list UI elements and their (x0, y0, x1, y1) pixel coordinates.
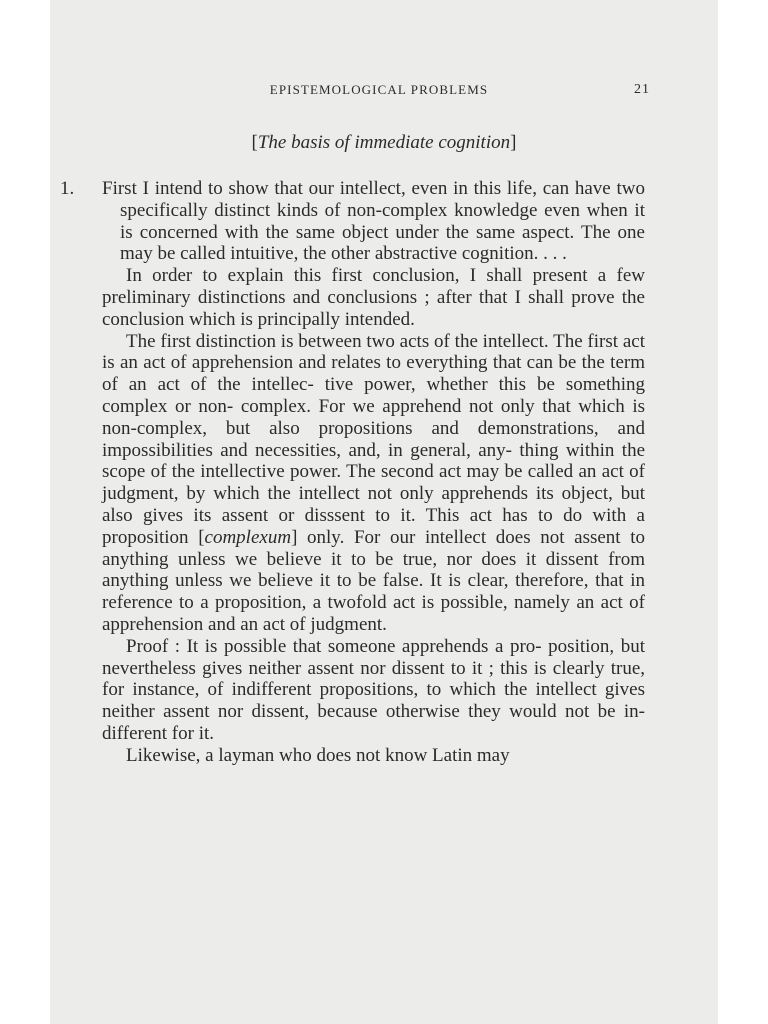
page-number: 21 (634, 82, 650, 97)
running-head-title: EPISTEMOLOGICAL PROBLEMS (269, 82, 489, 97)
section-heading-text: The basis of immediate cognition (257, 132, 511, 153)
paragraph-number: 1. (60, 178, 75, 199)
bracket-close: ] (291, 526, 298, 548)
running-head (108, 82, 650, 102)
bracket-open: [ (198, 526, 205, 548)
paragraph-1 (60, 178, 645, 265)
paragraph-text: In order to explain this first conclusion, I shall present a few preliminary distinctions and conclusions ; after that I shall prove the conclusion which is principally intended. (102, 265, 645, 330)
paragraph-text: Likewise, a layman who does not know Latin may (126, 744, 510, 766)
paragraph-text: First I intend to show that our intellect, even in this life, can have two specifically distinct kinds of non-complex knowledge even when it is concerned with the same object under the same aspect. The one may be called intuitive, the other abstractive cognition. . . . (102, 178, 645, 265)
paragraph-4 (102, 636, 645, 745)
section-heading-open-bracket: [ (251, 132, 258, 153)
paragraph-text: Proof : It is possible that someone apprehends a pro- position, but nevertheless gives neither assent nor dissent to it ; this is clearly true, for instance, of indifferent propositions, to which the intellect gives neither assent nor dissent, because otherwise they would not be in- different for it. (102, 635, 645, 744)
paragraph-3 (102, 331, 645, 636)
section-heading-close-bracket: ] (510, 132, 517, 153)
section-heading (50, 132, 718, 154)
latin-term: complexum (204, 526, 292, 548)
paragraph-text-part-1: The first distinction is between two acts of the intellect. The first act is an act of apprehension and relates to everything that can be the term of an act of the intellec- tive power, whether this be something complex or non- complex. For we apprehend not only that which is non-complex, but also propositions and demonstrations, and impossibilities and necessities, and, in general, any- thing within the scope of the intellective power. The second act may be called an act of judgment, by which the intellect not only apprehends its object, but also gives its assent or disssent to it. This act has to do with a proposition (102, 330, 645, 548)
book-page (50, 0, 718, 1024)
paragraph-5 (102, 745, 645, 767)
paragraph-text-part-2: only. For our intellect does not assent to anything unless we believe it to be true, nor does it dissent from anything unless we believe it to be false. It is clear, therefore, that in reference to a proposition, a twofold act is possible, namely an act of apprehension and an act of judgment. (102, 526, 646, 635)
paragraph-2 (102, 265, 645, 330)
body-text (60, 178, 646, 767)
